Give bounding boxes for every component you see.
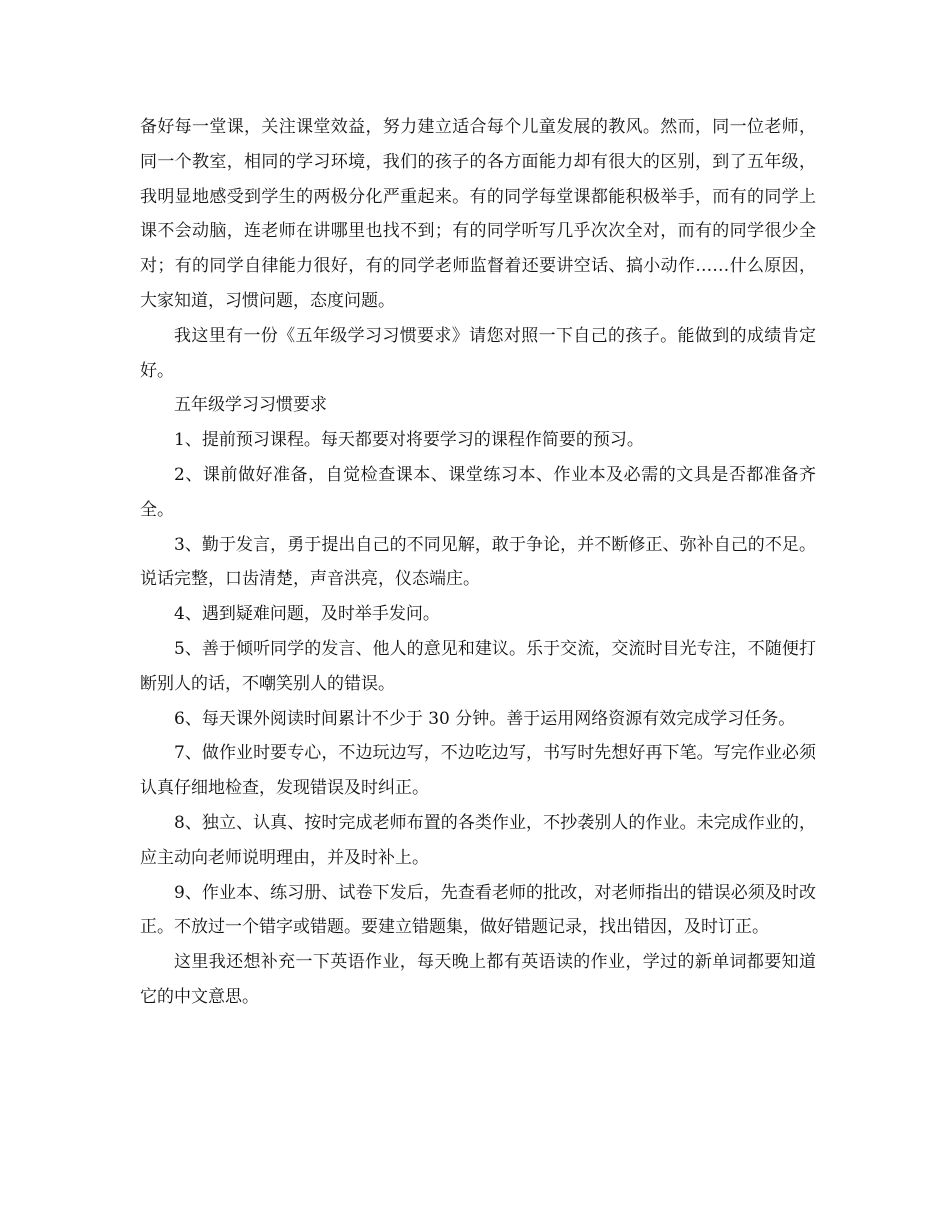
requirement-item-3: 3、勤于发言，勇于提出自己的不同见解，敢于争论，并不断修正、弥补自己的不足。说话完整，口齿清楚，声音洪亮，仪态端庄。 — [140, 534, 816, 590]
requirement-item-6: 6、每天课外阅读时间累计不少于 30 分钟。善于运用网络资源有效完成学习任务。 — [174, 708, 796, 729]
paragraph-english-homework: 这里我还想补充一下英语作业，每天晚上都有英语读的作业，学过的新单词都要知道它的中文意思。 — [140, 952, 816, 1007]
requirement-item-5: 5、善于倾听同学的发言、他人的意见和建议。乐于交流，交流时目光专注，不随便打断别人的话，不嘲笑别人的错误。 — [140, 638, 816, 694]
paragraph-requirements-intro: 我这里有一份《五年级学习习惯要求》请您对照一下自己的孩子。能做到的成绩肯定好。 — [140, 325, 816, 381]
requirement-item-9: 9、作业本、练习册、试卷下发后，先查看老师的批改，对老师指出的错误必须及时改正。不放过一个错字或错题。要建立错题集，做好错题记录，找出错因，及时订正。 — [140, 882, 816, 938]
requirement-item-8: 8、独立、认真、按时完成老师布置的各类作业，不抄袭别人的作业。未完成作业的，应主动向老师说明理由，并及时补上。 — [140, 812, 816, 868]
requirement-item-7: 7、做作业时要专心，不边玩边写，不边吃边写，书写时先想好再下笔。写完作业必须认真仔细地检查，发现错误及时纠正。 — [140, 743, 816, 799]
requirement-item-4: 4、遇到疑难问题，及时举手发问。 — [174, 604, 440, 625]
document-body — [140, 110, 816, 1015]
paragraph-teaching-intro: 备好每一堂课，关注课堂效益，努力建立适合每个儿童发展的教风。然而，同一位老师，同一个教室，相同的学习环境，我们的孩子的各方面能力却有很大的区别，到了五年级，我明显地感受到学生的两极分化严重起来。有的同学每堂课都能积极举手，而有的同学上课不会动脑，连老师在讲哪里也找不到；有的同学听写几乎次次全对，而有的同学很少全对；有的同学自律能力很好，有的同学老师监督着还要讲空话、搞小动作……什么原因，大家知道，习惯问题，态度问题。 — [140, 117, 816, 311]
section-heading: 五年级学习习惯要求 — [174, 395, 327, 416]
requirement-item-2: 2、课前做好准备，自觉检查课本、课堂练习本、作业本及必需的文具是否都准备齐全。 — [140, 464, 816, 520]
requirement-item-1: 1、提前预习课程。每天都要对将要学习的课程作简要的预习。 — [174, 430, 644, 451]
